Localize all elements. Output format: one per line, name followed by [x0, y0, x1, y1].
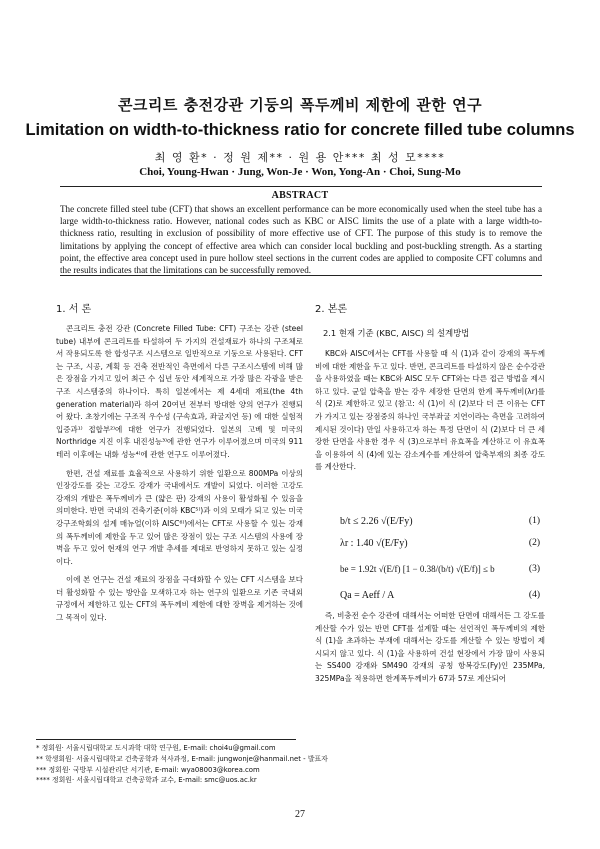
authors-korean: 최 영 환* · 정 원 제** · 원 용 안*** 최 성 모****: [154, 151, 446, 164]
abstract-top-rule: [60, 186, 542, 187]
footnote-1: * 정회원· 서울시립대학교 도시과학 대학 연구원, E-mail: choi4u@gmail.com: [36, 744, 276, 752]
footnote-3: *** 정회원· 국방부 시설관리단 서기관, E-mail: wya08003@korea.com: [36, 765, 260, 774]
footnote-2: ** 학생회원· 서울시립대학교 건축공학과 석사과정, E-mail: jungwonje@hanmail.net - 발표자: [36, 754, 328, 763]
section-heading-main: 2. 본론: [315, 304, 348, 315]
intro-paragraph-3: 이에 본 연구는 건설 재료의 장점을 극대화할 수 있는 CFT 시스템을 보다 더 활성화할 수 있는 방안을 모색하고자 하는 연구의 일환으로 기존 국내외 규정에서 제한하고 있는 CFT의 폭두께비 제한에 대한 장벽을 제거하는 것에 그 목적이 있다.: [56, 575, 303, 623]
equation-3: be = 1.92t √(E/f) [1 − 0.38/(b/t) √(E/f)] ≤ b (3): [340, 564, 540, 574]
right-paragraph-2: 즉, 비충전 순수 강관에 대해서는 어떠한 단면에 대해서든 그 강도를 계산할 수가 있는 반면 CFT를 설계할 때는 선언적인 폭두께비의 제한식 (1)을 초과하는 부재에 대해서는 강도를 계산할 수 있는 방법이 제시되지 않고 있다. 식 (1)을 사용하여 건설 현장에서 가장 많이 사용되는 SS400 강재와 SM490 강재의 공칭 항복강도(Fy)인 235MPa, 325MPa을 적용하면 한계폭두께비가 67과 57로 계산되어: [315, 611, 545, 683]
intro-paragraph-2: 한편, 건설 재료를 효율적으로 사용하기 위한 일환으로 800MPa 이상의 인장강도를 갖는 고강도 강재가 국내에서도 개발이 되었다. 이러한 고강도 강재의 개발은 폭두께비가 큰 (얇은 판) 강재의 사용이 활성화될 수 있음을 의미한다. 반면 국내의 건축기준(이하 KBC⁵⁾)과 이의 모태가 되고 있는 미국 강구조학회의 설계 매뉴얼(이하 AISC⁶⁾)에서는 CFT로 사용할 수 있는 강재의 폭두께비에 제한을 두고 있어 많은 장점이 있는 구조 시스템의 사용에 장벽을 두고 있어 현재의 연구 개발 추세를 제대로 반영하지 못하고 있는 실정이다.: [56, 468, 303, 566]
right-paragraph-1: KBC와 AISC에서는 CFT를 사용할 때 식 (1)과 같이 강재의 폭두께비에 대한 제한을 두고 있다. 반면, 콘크리트를 타설하지 않은 순수강관을 사용하였을 때는 KBC와 AISC 모두 CFT와는 다른 접근 방법을 제시하고 있다. 균일 압축을 받는 강우 세장한 단면의 한계 폭두께비(λr)를 식 (2)로 제한하고 있고 (참고: 식 (1)이 식 (2)보다 더 큰 이유는 CFT가 가지고 있는 장점중의 하나인 국부좌굴 지연이라는 측면을 고려하여 제시된 것이다) 만일 사용하고자 하는 특정 단면이 식 (2)보다 더 큰 세장한 단면을 사용한 경우 식 (3)으로부터 유효폭을 계산하고 이 유효폭을 이용하여 식 (4)에 있는 감소계수를 계산하여 압축부재의 최종 강도를 계산한다.: [315, 349, 545, 472]
intro-paragraph-1: 콘크리트 충전 강관 (Concrete Filled Tube: CFT) 구조는 강관 (steel tube) 내부에 콘크리트를 타설하여 두 가지의 건설재료가 하나의 구조체로서 작용되도록 한 합성구조 시스템으로 일반적으로 기둥으로 사용된다. CFT는 구조, 시공, 계획 등 건축 전반적인 측면에서 다른 구조시스템에 비해 많은 장점을 가지고 있어 최근 수 십년 동안 세계적으로 가장 많은 각광을 받은 구조 시스템중의 하나이다. 특히 일본에서는 제 4세대 재료(the 4th generation material)라 하여 20여년 전부터 방대한 양의 연구가 진행되어 왔다. 초창기에는 구조적 우수성 (구속효과, 좌굴지연 등) 에 대한 실험적 입증과¹⁾ 접합부²⁾에 대한 연구가 진행되었다. 일본의 고베 및 미국의 Northridge 지진 이후 내진성능³⁾에 관한 연구가 이루어졌으며 미국의 911 테러 이후에는 내화 성능⁴⁾에 관한 연구도 이루어졌다.: [56, 324, 303, 459]
page-number: 27: [295, 809, 305, 820]
authors-english: Choi, Young-Hwan · Jung, Won-Je · Won, Yong-An · Choi, Sung-Mo: [139, 166, 461, 178]
equation-2: λr : 1.40 √(E/Fy) (2): [340, 538, 540, 549]
subsection-heading-current-codes: 2.1 현재 기준 (KBC, AISC) 의 설계방법: [323, 328, 470, 338]
footnotes: [36, 743, 336, 786]
equation-block: [340, 516, 540, 606]
left-column-body: [56, 323, 303, 625]
abstract-text: The concrete filled steel tube (CFT) that shows an excellent performance can be more economically used when the steel tube has a large width-to-thickness ratio. However, national codes such as KBC or AISC limits the use of a plate with a large width-to-thickness ratio, resulting in exclusion of possibility of more effective use of CFT. The purpose of this study is to remove the limitations by applying the concept of effective area which can consider local buckling and post-buckling strength. As a starting point, the effective area concept used in pure hollow steel sections in the current codes are applied to composite CFT columns and the results indicates that the limitations can be successfully removed.: [60, 204, 542, 276]
equation-4: Qa = Aeff / A (4): [340, 590, 540, 601]
abstract-bottom-rule: [60, 275, 542, 276]
section-heading-introduction: 1. 서 론: [56, 304, 92, 315]
footnote-4: **** 정회원· 서울시립대학교 건축공학과 교수, E-mail: smc@uos.ac.kr: [36, 776, 257, 785]
paper-title-english: Limitation on width-to-thickness ratio for concrete filled tube columns: [25, 121, 575, 139]
equation-1: b/t ≤ 2.26 √(E/Fy) (1): [340, 516, 540, 527]
abstract-heading: ABSTRACT: [271, 190, 329, 201]
footnote-rule: [36, 739, 296, 740]
paper-title-korean: 콘크리트 충전강관 기둥의 폭두께비 제한에 관한 연구: [117, 96, 483, 114]
